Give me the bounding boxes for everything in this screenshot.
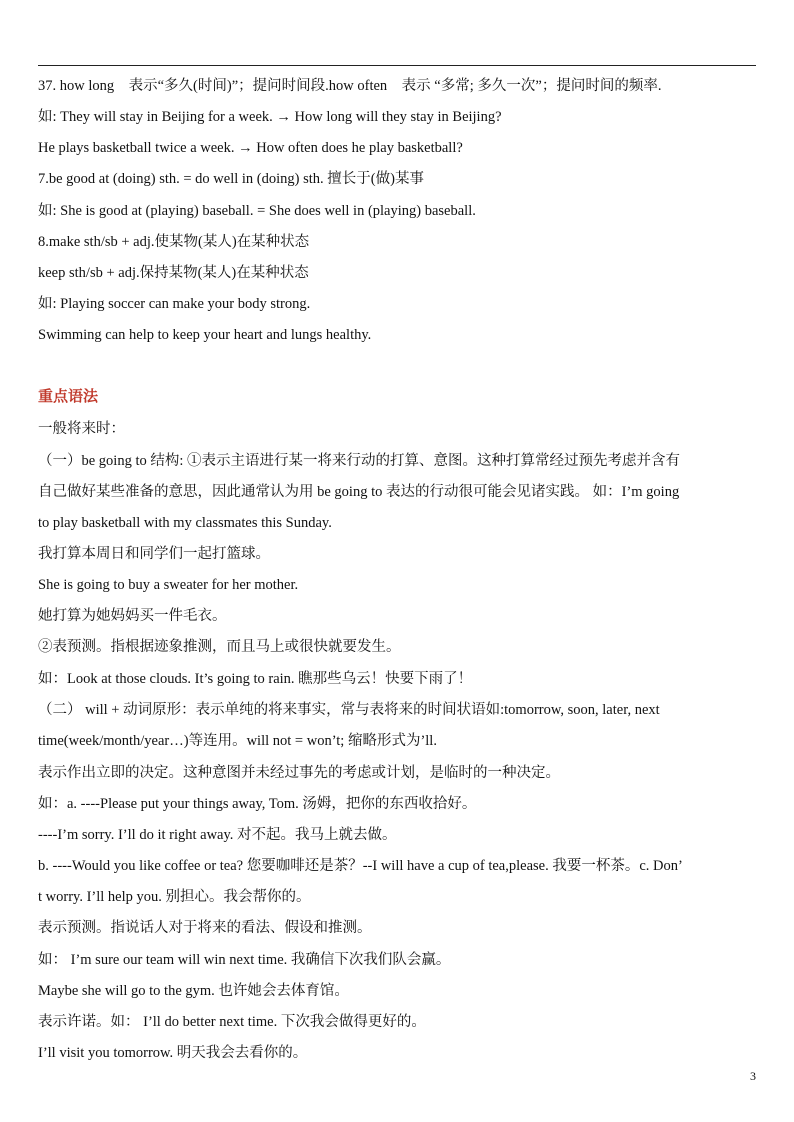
text-line: ----I’m sorry. I’ll do it right away. 对不起。我马上就去做。 [38, 827, 397, 843]
text-line: keep sth/sb + adj.保持某物(某人)在某种状态 [38, 265, 309, 281]
text-line: I’ll visit you tomorrow. 明天我会去看你的。 [38, 1045, 308, 1061]
text-line: （一）be going to 结构: ①表示主语进行某一将来行动的打算、意图。这种打算常经过预先考虑并含有 [38, 453, 681, 469]
text-line: He plays basketball twice a week. → How often does he play basketball? [38, 140, 463, 156]
text-line: 她打算为她妈妈买一件毛衣。 [38, 608, 227, 624]
text-line: 我打算本周日和同学们一起打篮球。 [38, 546, 270, 562]
text-line: 如： I’m sure our team will win next time. 我确信下次我们队会赢。 [38, 952, 451, 968]
text-line: 如: She is good at (playing) baseball. = She does well in (playing) baseball. [38, 203, 476, 219]
text-line: 如: Playing soccer can make your body strong. [38, 296, 311, 312]
text-line: She is going to buy a sweater for her mother. [38, 577, 299, 593]
text-line: 表示预测。指说话人对于将来的看法、假设和推测。 [38, 920, 372, 936]
text-line: （二） will + 动词原形：表示单纯的将来事实，常与表将来的时间状语如:tomorrow, soon, later, next [38, 702, 660, 718]
text-line: 如: They will stay in Beijing for a week. → How long will they stay in Beijing? [38, 109, 502, 125]
text-line: 37. how long 表示“多久(时间)”；提问时间段.how often 表示 “多常; 多久一次”；提问时间的频率. [38, 78, 662, 94]
header-rule [38, 65, 756, 66]
text-line: 表示许诺。如： I’ll do better next time. 下次我会做得更好的。 [38, 1014, 426, 1030]
text-line: t worry. I’ll help you. 别担心。我会帮你的。 [38, 889, 311, 905]
text-line: Swimming can help to keep your heart and lungs healthy. [38, 327, 372, 343]
text-line: 如：Look at those clouds. It’s going to rain. 瞧那些乌云！快要下雨了！ [38, 671, 473, 687]
text-line: to play basketball with my classmates this Sunday. [38, 515, 332, 531]
text-line: b. ----Would you like coffee or tea? 您要咖啡还是茶？--I will have a cup of tea,please. 我要一杯茶。c. Don’ [38, 858, 683, 874]
text-line: 一般将来时： [38, 421, 125, 437]
section-heading: 重点语法 [38, 389, 99, 405]
text-line: 7.be good at (doing) sth. = do well in (doing) sth. 擅长于(做)某事 [38, 171, 424, 187]
text-line: 表示作出立即的决定。这种意图并未经过事先的考虑或计划，是临时的一种决定。 [38, 765, 560, 781]
text-line: time(week/month/year…)等连用。will not = won’t; 缩略形式为’ll. [38, 733, 437, 749]
text-line: 自己做好某些准备的意思，因此通常认为用 be going to 表达的行动很可能会见诸实践。 如：I’m going [38, 484, 680, 500]
text-line: 8.make sth/sb + adj.使某物(某人)在某种状态 [38, 234, 310, 250]
page-number: 3 [750, 1069, 756, 1083]
text-line: 如：a. ----Please put your things away, Tom. 汤姆，把你的东西收拾好。 [38, 796, 477, 812]
text-line: ②表预测。指根据迹象推测，而且马上或很快就要发生。 [38, 639, 401, 655]
text-line: Maybe she will go to the gym. 也许她会去体育馆。 [38, 983, 349, 999]
